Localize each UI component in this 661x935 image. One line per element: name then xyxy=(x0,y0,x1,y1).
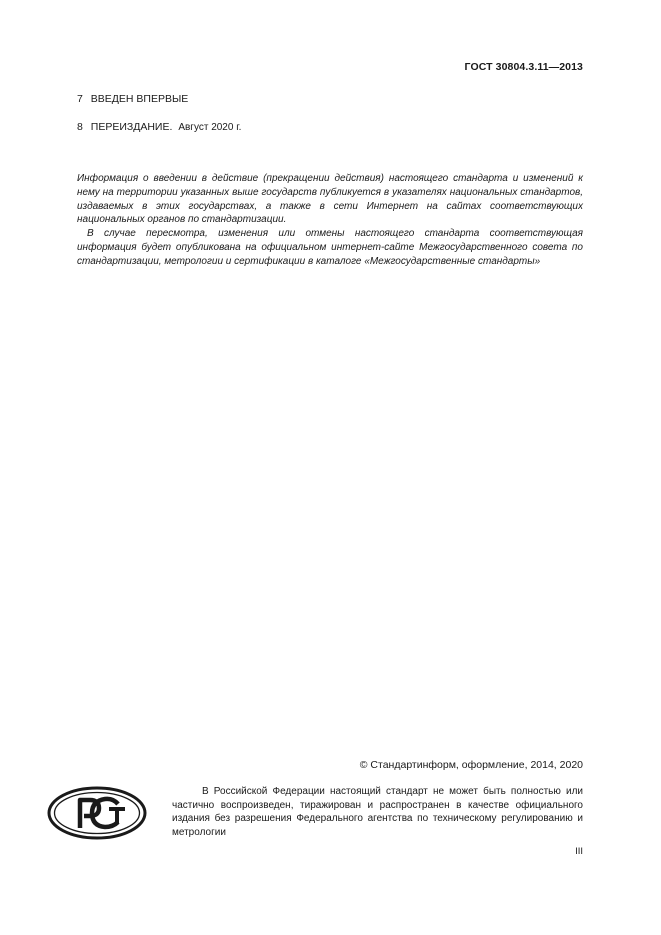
document-code: ГОСТ 30804.3.11—2013 xyxy=(464,61,583,73)
info-paragraph-2: В случае пересмотра, изменения или отмены настоящего стандарта соответствующая информация будет опубликована на официальном интернет-сайте Межгосударственного совета по стандартизации, метрологии и сертификации в каталоге «Межгосударственные стандарты» xyxy=(77,228,583,267)
rst-certification-mark-icon xyxy=(47,786,147,840)
item-7-number: 7 xyxy=(77,93,83,105)
page-number: III xyxy=(575,846,583,857)
item-8 xyxy=(77,121,241,133)
notice-text: В Российской Федерации настоящий стандарт не может быть полностью или частично воспроизведен, тиражирован и распространен в качестве официального издания без разрешения Федерального агентства по техническому регулированию и метрологии xyxy=(172,786,583,838)
info-paragraph-1: Информация о введении в действие (прекращении действия) настоящего стандарта и изменений к нему на территории указанных выше государств публикуется в указателях национальных стандартов, издаваемых в этих государствах, а также в сети Интернет на сайтах соответствующих национальных органов по стандартизации. xyxy=(77,173,583,226)
item-7-text: ВВЕДЕН ВПЕРВЫЕ xyxy=(90,93,189,105)
item-7 xyxy=(77,93,188,105)
item-8-date: Август 2020 г. xyxy=(178,122,242,133)
copyright-notice xyxy=(172,785,583,839)
item-8-number: 8 xyxy=(77,121,83,133)
copyright-line: © Стандартинформ, оформление, 2014, 2020 xyxy=(359,759,583,771)
item-8-text: ПЕРЕИЗДАНИЕ. xyxy=(90,121,173,133)
info-block xyxy=(77,172,583,269)
